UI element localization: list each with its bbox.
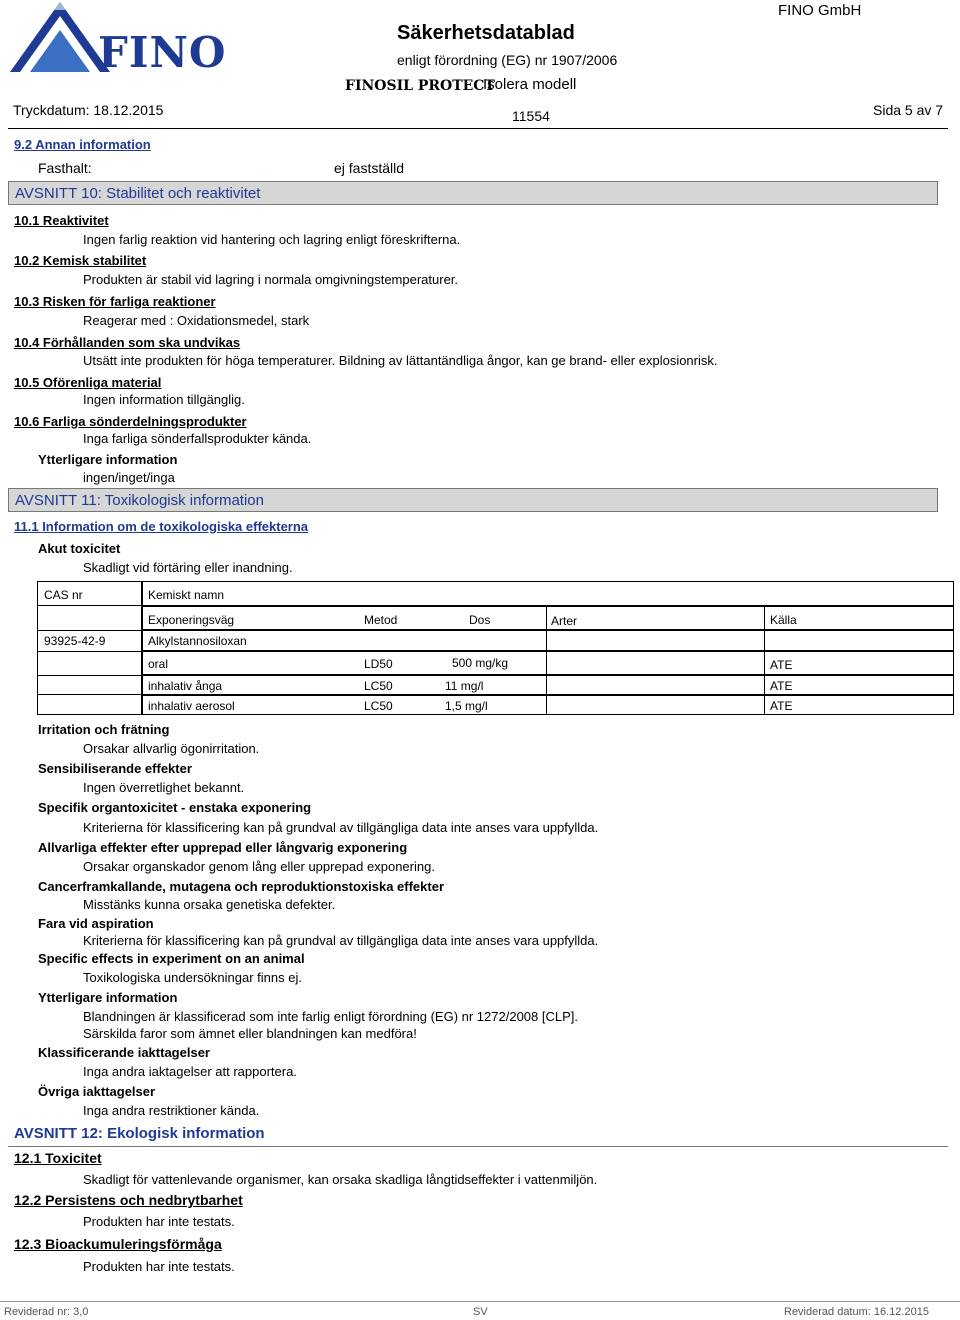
s10-h2: 10.2 Kemisk stabilitet xyxy=(14,253,147,268)
col-dose: Dos xyxy=(469,613,491,627)
page-number: Sida 5 av 7 xyxy=(873,102,944,118)
s10-h3: 10.3 Risken för farliga reaktioner xyxy=(14,294,216,309)
species-column-box xyxy=(546,606,765,715)
row-aerosol-source: ATE xyxy=(770,699,793,713)
section-12-title: AVSNITT 12: Ekologisk information xyxy=(14,1125,265,1142)
s10-t6: Inga farliga sönderfallsprodukter kända. xyxy=(83,431,312,446)
cas-divider xyxy=(37,651,142,652)
footer-revision: Reviderad nr: 3,0 xyxy=(4,1306,89,1318)
product-name: Isolera modell xyxy=(483,76,577,93)
s11-h1: 11.1 Information om de toxikologiska effekterna xyxy=(14,519,309,534)
s9-label: Fasthalt: xyxy=(38,160,92,176)
section-11-header xyxy=(8,488,938,512)
row-oral-method: LD50 xyxy=(364,657,393,671)
aspiration-heading: Fara vid aspiration xyxy=(38,916,154,931)
s10-t1: Ingen farlig reaktion vid hantering och lagring enligt föreskrifterna. xyxy=(83,232,461,247)
s10-h1: 10.1 Reaktivitet xyxy=(14,213,109,228)
acute-text: Skadligt vid förtäring eller inandning. xyxy=(83,560,293,575)
col-route: Exponeringsväg xyxy=(148,613,235,627)
stot-se-text: Kriterierna för klassificering kan på grundval av tillgängliga data inte anses vara uppfyllda. xyxy=(83,820,599,835)
irritation-text: Orsakar allvarlig ögonirritation. xyxy=(83,741,260,756)
stot-re-heading: Allvarliga effekter efter upprepad eller långvarig exponering xyxy=(38,840,408,855)
s9-value: ej fastställd xyxy=(334,160,405,176)
s12-h2: 12.2 Persistens och nedbrytbarhet xyxy=(14,1192,243,1208)
section-12-underline xyxy=(8,1146,948,1147)
sensitization-text: Ingen överretlighet bekannt. xyxy=(83,780,245,795)
more-info-text-2: Särskilda faror som ämnet eller blandningen kan medföra! xyxy=(83,1026,417,1041)
s10-t2: Produkten är stabil vid lagring i normala omgivningstemperaturer. xyxy=(83,272,459,287)
section-11-title: AVSNITT 11: Toxikologisk information xyxy=(15,492,264,509)
company-logo xyxy=(2,0,227,77)
acute-heading: Akut toxicitet xyxy=(38,541,121,556)
s9-heading: 9.2 Annan information xyxy=(14,137,151,152)
s12-t3: Produkten har inte testats. xyxy=(83,1259,235,1274)
col-species: Arter xyxy=(551,614,578,628)
s12-t2: Produkten har inte testats. xyxy=(83,1214,235,1229)
s10-t5: Ingen information tillgänglig. xyxy=(83,392,245,407)
cas-divider xyxy=(37,605,142,606)
row-aerosol-route: inhalativ aerosol xyxy=(148,699,235,713)
classification-heading: Klassificerande iakttagelser xyxy=(38,1045,210,1060)
row-vapour-dose: 11 mg/l xyxy=(445,679,484,693)
cmr-heading: Cancerframkallande, mutagena och reproduktionstoxiska effekter xyxy=(38,879,445,894)
row-oral-dose: 500 mg/kg xyxy=(452,656,509,670)
s10-t7: ingen/inget/inga xyxy=(83,470,175,485)
section-10-header xyxy=(8,181,938,205)
footer-revised-date: Reviderad datum: 16.12.2015 xyxy=(784,1306,929,1318)
other-text: Inga andra restriktioner kända. xyxy=(83,1103,260,1118)
animal-text: Toxikologiska undersökningar finns ej. xyxy=(83,970,302,985)
stot-se-heading: Specifik organtoxicitet - enstaka exponering xyxy=(38,800,312,815)
classification-text: Inga andra iaktagelser att rapportera. xyxy=(83,1064,297,1079)
cas-divider xyxy=(37,694,142,695)
s12-h1: 12.1 Toxicitet xyxy=(14,1150,102,1166)
animal-heading: Specific effects in experiment on an animal xyxy=(38,951,305,966)
chemical-name: Alkylstannosiloxan xyxy=(148,634,247,648)
row-vapour-route: inhalativ ånga xyxy=(148,679,223,693)
col-name: Kemiskt namn xyxy=(148,588,225,602)
aspiration-text: Kriterierna för klassificering kan på grundval av tillgängliga data inte anses vara uppfyllda. xyxy=(83,933,599,948)
s10-t3: Reagerar med : Oxidationsmedel, stark xyxy=(83,313,310,328)
product-brand: FINOSIL PROTECT xyxy=(345,78,495,94)
row-aerosol-method: LC50 xyxy=(364,699,393,713)
cmr-text: Misstänks kunna orsaka genetiska defekter. xyxy=(83,897,336,912)
row-aerosol-dose: 1,5 mg/l xyxy=(445,699,488,713)
cas-number: 93925-42-9 xyxy=(44,634,106,648)
product-number: 11554 xyxy=(512,108,550,124)
irritation-heading: Irritation och frätning xyxy=(38,722,170,737)
s10-t4: Utsätt inte produkten för höga temperaturer. Bildning av lättantändliga ångor, kan ge brand- eller explosionrisk. xyxy=(83,353,718,368)
s10-h4: 10.4 Förhållanden som ska undvikas xyxy=(14,335,241,350)
print-date: Tryckdatum: 18.12.2015 xyxy=(13,102,164,118)
s12-h3: 12.3 Bioackumuleringsförmåga xyxy=(14,1236,222,1252)
section-10-title: AVSNITT 10: Stabilitet och reaktivitet xyxy=(15,185,261,202)
name-header-box xyxy=(142,581,954,606)
more-info-text-1: Blandningen är klassificerad som inte farlig enligt förordning (EG) nr 1272/2008 [CLP]. xyxy=(83,1009,578,1024)
row-vapour-method: LC50 xyxy=(364,679,393,693)
company-name: FINO GmbH xyxy=(778,2,862,19)
cas-divider xyxy=(37,675,142,676)
stot-re-text: Orsakar organskador genom lång eller upprepad exponering. xyxy=(83,859,435,874)
col-source: Källa xyxy=(770,613,797,627)
regulation-subtitle: enligt förordning (EG) nr 1907/2006 xyxy=(397,52,618,68)
row-vapour-source: ATE xyxy=(770,679,793,693)
s12-t1: Skadligt för vattenlevande organismer, kan orsaka skadliga långtidseffekter i vattenmiljön. xyxy=(83,1172,598,1187)
col-method: Metod xyxy=(364,613,398,627)
footer-divider xyxy=(0,1301,960,1302)
cas-divider xyxy=(37,630,142,631)
document-title: Säkerhetsdatablad xyxy=(397,22,575,44)
s10-h6: 10.6 Farliga sönderdelningsprodukter xyxy=(14,414,247,429)
row-oral-source: ATE xyxy=(770,658,793,672)
other-heading: Övriga iakttagelser xyxy=(38,1084,156,1099)
footer-language: SV xyxy=(473,1306,488,1318)
sensitization-heading: Sensibiliserande effekter xyxy=(38,761,192,776)
more-info-heading: Ytterligare information xyxy=(38,990,178,1005)
row-oral-route: oral xyxy=(148,657,169,671)
col-cas: CAS nr xyxy=(44,588,83,602)
s10-h7: Ytterligare information xyxy=(38,452,178,467)
logo-text: FINO xyxy=(98,28,227,77)
header-divider xyxy=(8,128,948,129)
s10-h5: 10.5 Oförenliga material xyxy=(14,375,162,390)
